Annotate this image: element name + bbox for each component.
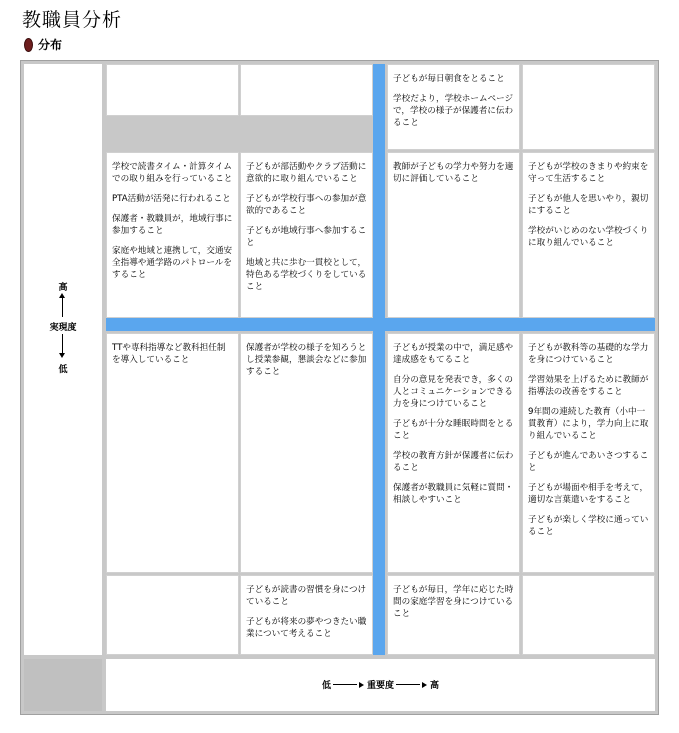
grid-cell-r4-c2	[240, 575, 373, 655]
grid-cell-r1-c1	[106, 64, 239, 116]
x-axis-high-label: 高	[430, 681, 440, 691]
item-text: 地域と共に歩む一貫校として，特色ある学校づくりをしていること	[246, 258, 367, 292]
bullet-icon	[24, 38, 33, 52]
item-text: 子どもが学校のきまりや約束を守って生活すること	[528, 162, 649, 184]
x-axis-line-right	[396, 684, 420, 685]
item-text: 子どもが教科等の基礎的な学力を身につけていること	[528, 343, 649, 365]
grid-cell-r4-c1	[106, 575, 239, 655]
item-text: 家庭や地域と連携して，交通安全指導や通学路のパトロールをすること	[112, 246, 233, 280]
item-text: 学校で読書タイム・計算タイムでの取り組みを行っていること	[112, 162, 233, 184]
grid-cell-r2-c2	[240, 152, 373, 318]
grid-cell-r3-c2	[240, 333, 373, 573]
grid-cell-r3-c4	[522, 333, 655, 573]
grid-cell-r1-c3	[387, 64, 520, 150]
item-text: 保護者が学校の様子を知ろうとし授業参観，懇談会などに参加すること	[246, 343, 367, 377]
item-text: 9年間の連続した教育（小中一貫教育）により，学力向上に取り組んでいること	[528, 407, 649, 441]
grid-cell-r1-c2	[240, 64, 373, 116]
x-axis-arrow-icon	[359, 682, 364, 688]
item-text: 学習効果を上げるために教師が指導法の改善をすること	[528, 375, 649, 397]
x-axis-low-label: 低	[321, 681, 331, 691]
y-axis-high-label: 高	[58, 283, 68, 293]
item-text: 保護者が教職員に気軽に質問・相談しやすいこと	[393, 483, 514, 505]
vertical-divider-band	[373, 64, 385, 655]
page-title: 教職員分析	[22, 9, 123, 31]
item-text: 子どもが授業の中で，満足感や達成感をもてること	[393, 343, 514, 365]
horizontal-divider-band	[106, 318, 655, 331]
x-axis-label: 重要度	[366, 681, 394, 691]
grid-cell-r2-c4	[522, 152, 655, 318]
item-text: 保護者・教職員が，地域行事に参加すること	[112, 214, 233, 236]
item-text: 子どもが読書の習慣を身につけていること	[246, 585, 367, 607]
y-axis-line-top	[62, 297, 63, 317]
grid-cell-r1-c4	[522, 64, 655, 150]
item-text: 子どもが進んであいさつすること	[528, 451, 649, 473]
section-heading	[24, 36, 62, 53]
item-text: 子どもが毎日朝食をとること	[393, 74, 505, 84]
item-text: 自分の意見を発表でき，多くの人とコミュニケーションできる力を身につけていること	[393, 375, 513, 409]
grid-cell-r4-c3	[387, 575, 520, 655]
grid-cell-r3-c3	[387, 333, 520, 573]
item-text: 学校がいじめのない学校づくりに取り組んでいること	[528, 226, 649, 248]
item-text: 子どもが地域行事へ参加すること	[246, 226, 367, 248]
grid-cell-r2-c1	[106, 152, 239, 318]
y-axis-low-label: 低	[58, 365, 68, 375]
y-axis-arrow-down-icon	[59, 353, 65, 358]
item-text: 子どもが十分な睡眠時間をとること	[393, 419, 514, 441]
item-text: PTA活動が活発に行われること	[112, 194, 231, 204]
item-text: 子どもが他人を思いやり，親切にすること	[528, 194, 649, 216]
item-text: 子どもが楽しく学校に通っていること	[528, 515, 649, 537]
item-text: 学校だより，学校ホームページで，学校の様子が保護者に伝わること	[393, 94, 514, 128]
item-text: 子どもが将来の夢やつきたい職業について考えること	[246, 617, 367, 639]
y-axis-label: 実現度	[49, 323, 77, 333]
x-axis-line-left	[333, 684, 357, 685]
item-text: 子どもが学校行事への参加が意欲的であること	[246, 194, 367, 216]
grid-cell-r3-c1	[106, 333, 239, 573]
grid-cell-r4-c4	[522, 575, 655, 655]
item-text: TTや専科指導など教科担任制を導入していること	[112, 343, 226, 365]
corner-cell	[24, 659, 102, 711]
x-axis-labels	[106, 678, 655, 691]
x-axis-arrow-right-icon	[422, 682, 427, 688]
item-text: 教師が子どもの学力や努力を適切に評価していること	[393, 162, 514, 184]
item-text: 子どもが場面や相手を考えて，適切な言葉遣いをすること	[528, 483, 649, 505]
grid-cell-r2-c3	[387, 152, 520, 318]
y-axis-line-bottom	[62, 334, 63, 354]
y-axis-panel	[24, 64, 102, 655]
item-text: 子どもが部活動やクラブ活動に意欲的に取り組んでいること	[246, 162, 367, 184]
item-text: 子どもが毎日，学年に応じた時間の家庭学習を身につけていること	[393, 585, 514, 619]
section-heading-label: 分布	[38, 38, 63, 52]
item-text: 学校の教育方針が保護者に伝わること	[393, 451, 514, 473]
